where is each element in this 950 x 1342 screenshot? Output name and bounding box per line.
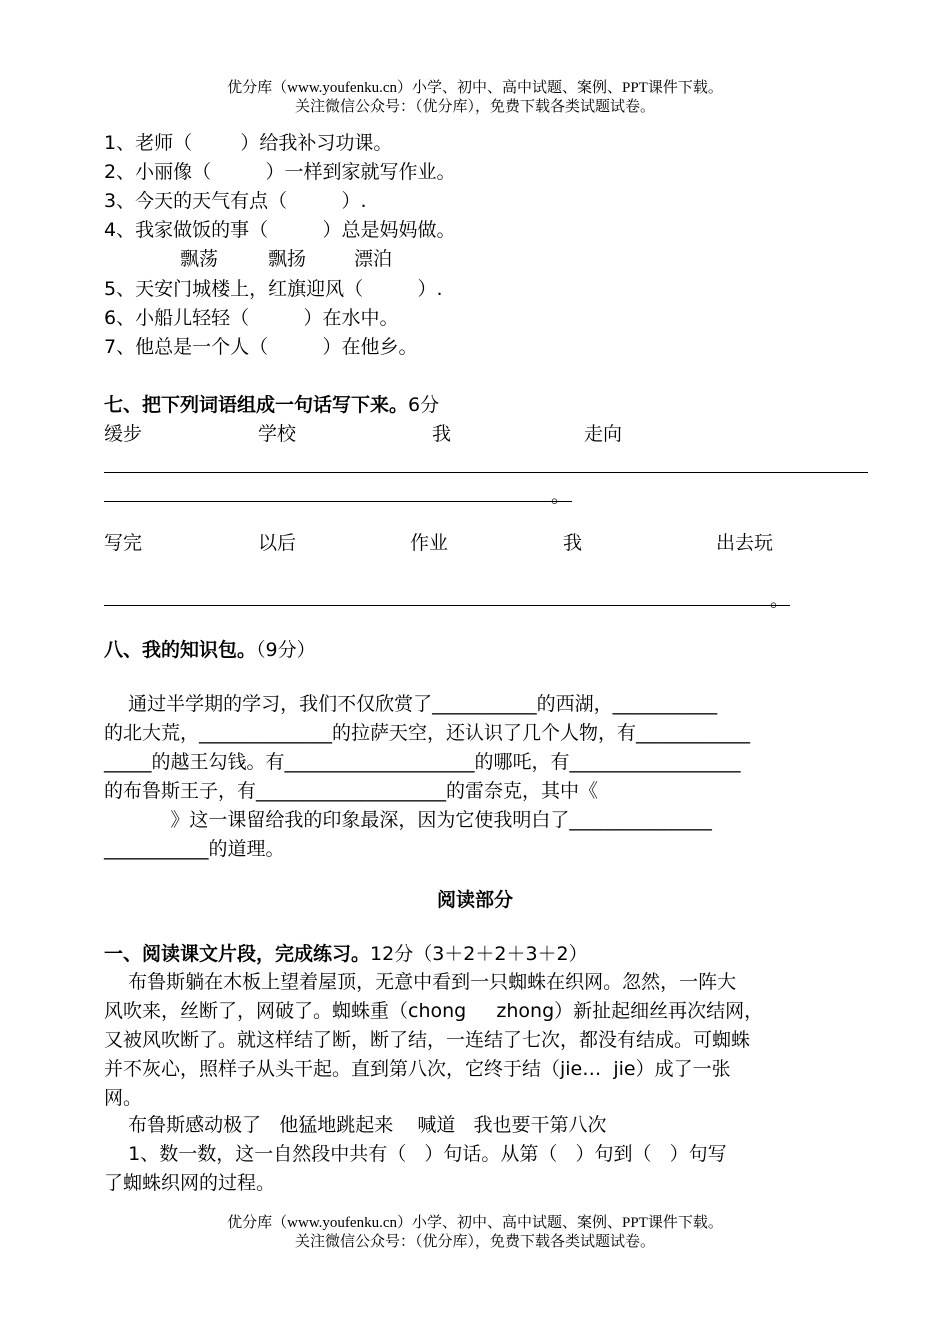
footer-line-2: 关注微信公众号：（优分库），免费下载各类试题试卷。 xyxy=(294,1234,655,1250)
passage-line-3: 又被风吹断了。就这样结了断，断了结，一连结了七次，都没有结成。可蜘蛛 xyxy=(104,1029,751,1051)
knowledge-line-1: 通过半学期的学习，我们不仅欣赏了___________的西湖，___________ xyxy=(104,693,718,715)
section8-title: 八、我的知识包。 xyxy=(104,639,257,661)
passage-line-1: 布鲁斯躺在木板上望着屋顶，无意中看到一只蜘蛛在织网。忽然，一阵大 xyxy=(104,971,737,993)
fill-item-3: 3、今天的天气有点（ ）. xyxy=(104,190,367,212)
passage-line-6: 布鲁斯感动极了 他猛地跳起来 喊道 我也要干第八次 xyxy=(104,1114,607,1136)
fill-item-4: 4、我家做饭的事（ ）总是妈妈做。 xyxy=(104,219,456,241)
s7b-word-4: 我 xyxy=(563,532,583,554)
s7b-word-2: 以后 xyxy=(258,532,297,554)
section8-score: （9分） xyxy=(256,639,316,661)
answer-period-2: 。 xyxy=(770,589,790,611)
s7-word-4: 走向 xyxy=(584,423,623,445)
knowledge-line-5: 》这一课留给我的印象最深，因为它使我明白了_______________ xyxy=(104,809,712,831)
knowledge-line-6: ___________的道理。 xyxy=(104,838,285,860)
word-bank-1: 飘荡 xyxy=(180,248,219,270)
knowledge-line-3: _____的越王勾钱。有____________________的哪吒，有__________________ xyxy=(104,751,741,773)
reading-q1-score: 12分（3＋2＋2＋3＋2） xyxy=(370,943,588,965)
header-line-1: 优分库（www.youfenku.cn）小学、初中、高中试题、案例、PPT课件下载。 xyxy=(227,80,723,96)
footer-line-1: 优分库（www.youfenku.cn）小学、初中、高中试题、案例、PPT课件下载。 xyxy=(227,1215,723,1231)
s7b-word-3: 作业 xyxy=(410,532,449,554)
s7-word-2: 学校 xyxy=(258,423,297,445)
word-bank-2: 飘扬 xyxy=(268,248,307,270)
s7b-word-1: 写完 xyxy=(104,532,143,554)
fill-item-1: 1、老师（ ）给我补习功课。 xyxy=(104,132,393,154)
reading-heading: 阅读部分 xyxy=(436,889,513,911)
fill-item-2: 2、小丽像（ ）一样到家就写作业。 xyxy=(104,161,456,183)
answer-line-1[interactable] xyxy=(104,472,868,473)
fill-item-7: 7、他总是一个人（ ）在他乡。 xyxy=(104,336,418,358)
question-line-1: 1、数一数，这一自然段中共有（ ）句话。从第（ ）句到（ ）句写 xyxy=(104,1143,727,1165)
answer-line-2[interactable] xyxy=(104,501,572,502)
passage-line-5: 网。 xyxy=(104,1087,143,1109)
word-bank-3: 漂泊 xyxy=(354,248,393,270)
fill-item-6: 6、小船儿轻轻（ ）在水中。 xyxy=(104,307,399,329)
passage-line-2: 风吹来，丝断了，网破了。蜘蛛重（chong zhong）新扯起细丝再次结网， xyxy=(104,1000,764,1022)
reading-q1-title: 一、阅读课文片段，完成练习。 xyxy=(104,943,371,965)
s7-word-1: 缓步 xyxy=(104,423,143,445)
section8-heading xyxy=(104,638,316,662)
knowledge-line-2: 的北大荒，______________的拉萨天空，还认识了几个人物，有____________ xyxy=(104,722,751,744)
s7-word-3: 我 xyxy=(432,423,452,445)
answer-line-3[interactable] xyxy=(104,605,790,606)
answer-period-1: 。 xyxy=(551,485,571,507)
reading-q1-heading xyxy=(104,942,588,966)
section7-title: 七、把下列词语组成一句话写下来。 xyxy=(104,394,409,416)
section7-heading xyxy=(104,393,439,417)
section7-score: 6分 xyxy=(408,394,440,416)
header-line-2: 关注微信公众号：（优分库），免费下载各类试题试卷。 xyxy=(294,99,655,115)
s7b-word-5: 出去玩 xyxy=(716,532,774,554)
passage-line-4: 并不灰心，照样子从头干起。直到第八次，它终于结（jie… jie）成了一张 xyxy=(104,1058,731,1080)
fill-item-5: 5、天安门城楼上，红旗迎风（ ）. xyxy=(104,278,443,300)
question-line-2: 了蜘蛛织网的过程。 xyxy=(104,1172,276,1194)
knowledge-line-4: 的布鲁斯王子，有____________________的雷奈克，其中《 xyxy=(104,780,599,802)
